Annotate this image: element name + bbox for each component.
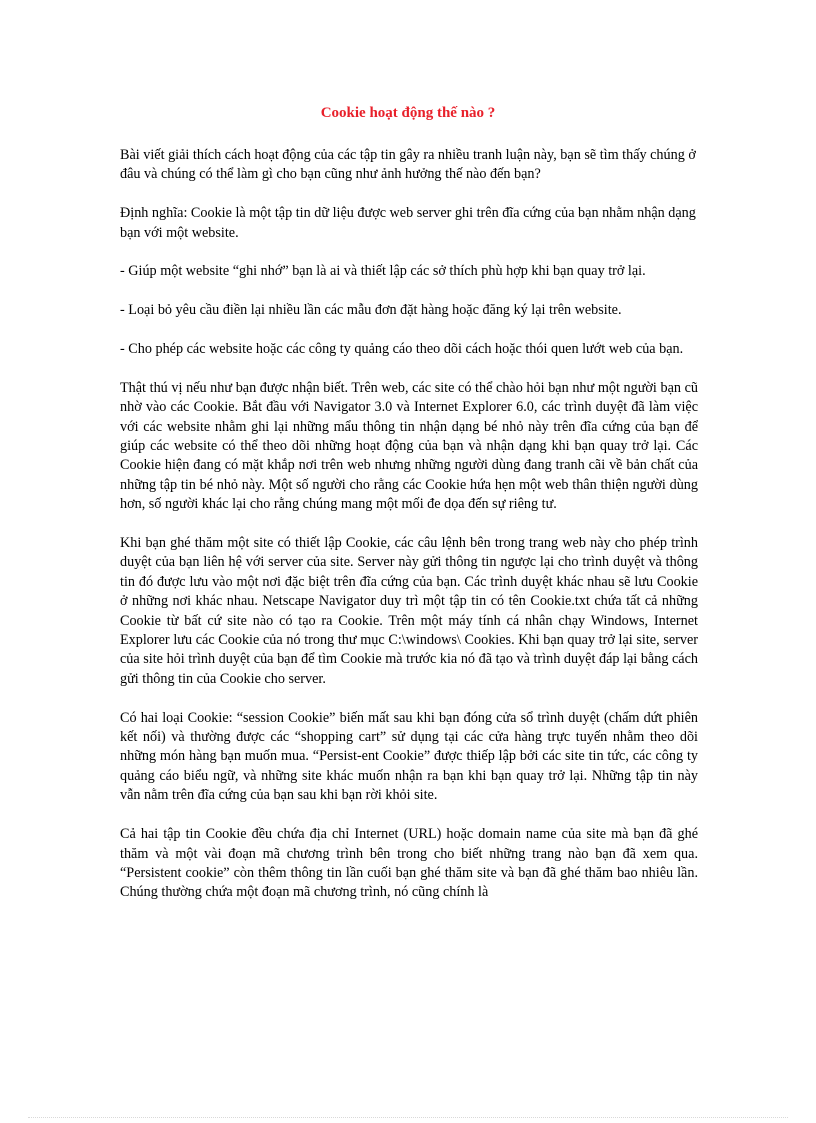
document-body <box>120 146 698 922</box>
paragraph-how-it-works: Khi bạn ghé thăm một site có thiết lập Cookie, các câu lệnh bên trong trang web này cho phép trình duyệt của bạn liên hệ với server của site. Server này gửi thông tin ngược lại cho trình duyệt và thông tin đó được lưu vào một nơi đặc biệt trên đĩa cứng của bạn. Các trình duyệt khác nhau sẽ lưu Cookie ở những nơi khác nhau. Netscape Navigator duy trì một tập tin có tên Cookie.txt chứa tất cả những Cookie từ bất cứ site nào có tạo ra Cookie. Trên một máy tính cá nhân chạy Windows, Internet Explorer lưu các Cookie của nó trong thư mục C:\windows\ Cookies. Khi bạn quay trở lại site, server của site hỏi trình duyệt của bạn để tìm Cookie mà trước kia nó đã tạo và trình duyệt đáp lại bằng cách gửi thông tin của Cookie cho server. <box>120 535 698 687</box>
bullet-item-forms: - Loại bỏ yêu cầu điền lại nhiều lần các mẫu đơn đặt hàng hoặc đăng ký lại trên website. <box>120 302 622 319</box>
page-bottom-divider <box>28 1117 788 1118</box>
bullet-item-tracking: - Cho phép các website hoặc các công ty quảng cáo theo dõi cách hoặc thói quen lướt web của bạn. <box>120 341 684 357</box>
paragraph-cookie-types: Có hai loại Cookie: “session Cookie” biến mất sau khi bạn đóng cửa sổ trình duyệt (chấm dứt phiên kết nối) và thường được các “shopping cart” sử dụng tại các cửa hàng trực tuyến nhằm theo dõi những món hàng bạn muốn mua. “Persist-ent Cookie” được thiếp lập bởi các site tin tức, các công ty quảng cáo biểu ngữ, và những site khác muốn nhận ra bạn khi bạn quay trở lại. Những tập tin này vẫn nằm trên đĩa cứng của bạn sau khi bạn rời khỏi site. <box>120 709 698 804</box>
definition-paragraph: Định nghĩa: Cookie là một tập tin dữ liệu được web server ghi trên đĩa cứng của bạn nhằm nhận dạng bạn với một website. <box>120 205 696 241</box>
paragraph-cookie-contents: Cả hai tập tin Cookie đều chứa địa chỉ Internet (URL) hoặc domain name của site mà bạn đã ghé thăm và một vài đoạn mã chương trình bên trong cho biết những trang nào bạn đã xem qua. “Persistent cookie” còn thêm thông tin lần cuối bạn ghé thăm site và bạn đã ghé thăm bao nhiêu lần. Chúng thường chứa một đoạn mã chương trình, nó cũng chính là <box>120 826 698 901</box>
document-title: Cookie hoạt động thế nào ? <box>320 105 496 121</box>
bullet-item-remember: - Giúp một website “ghi nhớ” bạn là ai và thiết lập các sở thích phù hợp khi bạn quay trở lại. <box>120 263 646 280</box>
paragraph-recognition: Thật thú vị nếu như bạn được nhận biết. Trên web, các site có thể chào hỏi bạn như một người bạn cũ nhờ vào các Cookie. Bắt đầu với Navigator 3.0 và Internet Explorer 6.0, các trình duyệt đã làm việc với các website nhằm ghi lại những mẩu thông tin nhận dạng bé nhỏ này trên đĩa cứng của bạn để giúp các website có thể theo dõi những hoạt động của bạn và nhận dạng khi bạn quay trở lại. Các Cookie hiện đang có mặt khắp nơi trên web nhưng những người dùng đang tranh cãi về bản chất của những tập tin bé nhỏ này. Một số người cho rằng các Cookie hứa hẹn một web thân thiện người dùng hơn, số người khác lại cho rằng chúng mang một mối đe dọa đến sự riêng tư. <box>120 379 698 513</box>
intro-paragraph: Bài viết giải thích cách hoạt động của các tập tin gây ra nhiều tranh luận này, bạn sẽ tìm thấy chúng ở đâu và chúng có thể làm gì cho bạn cũng như ảnh hưởng thế nào đến bạn? <box>120 147 696 183</box>
